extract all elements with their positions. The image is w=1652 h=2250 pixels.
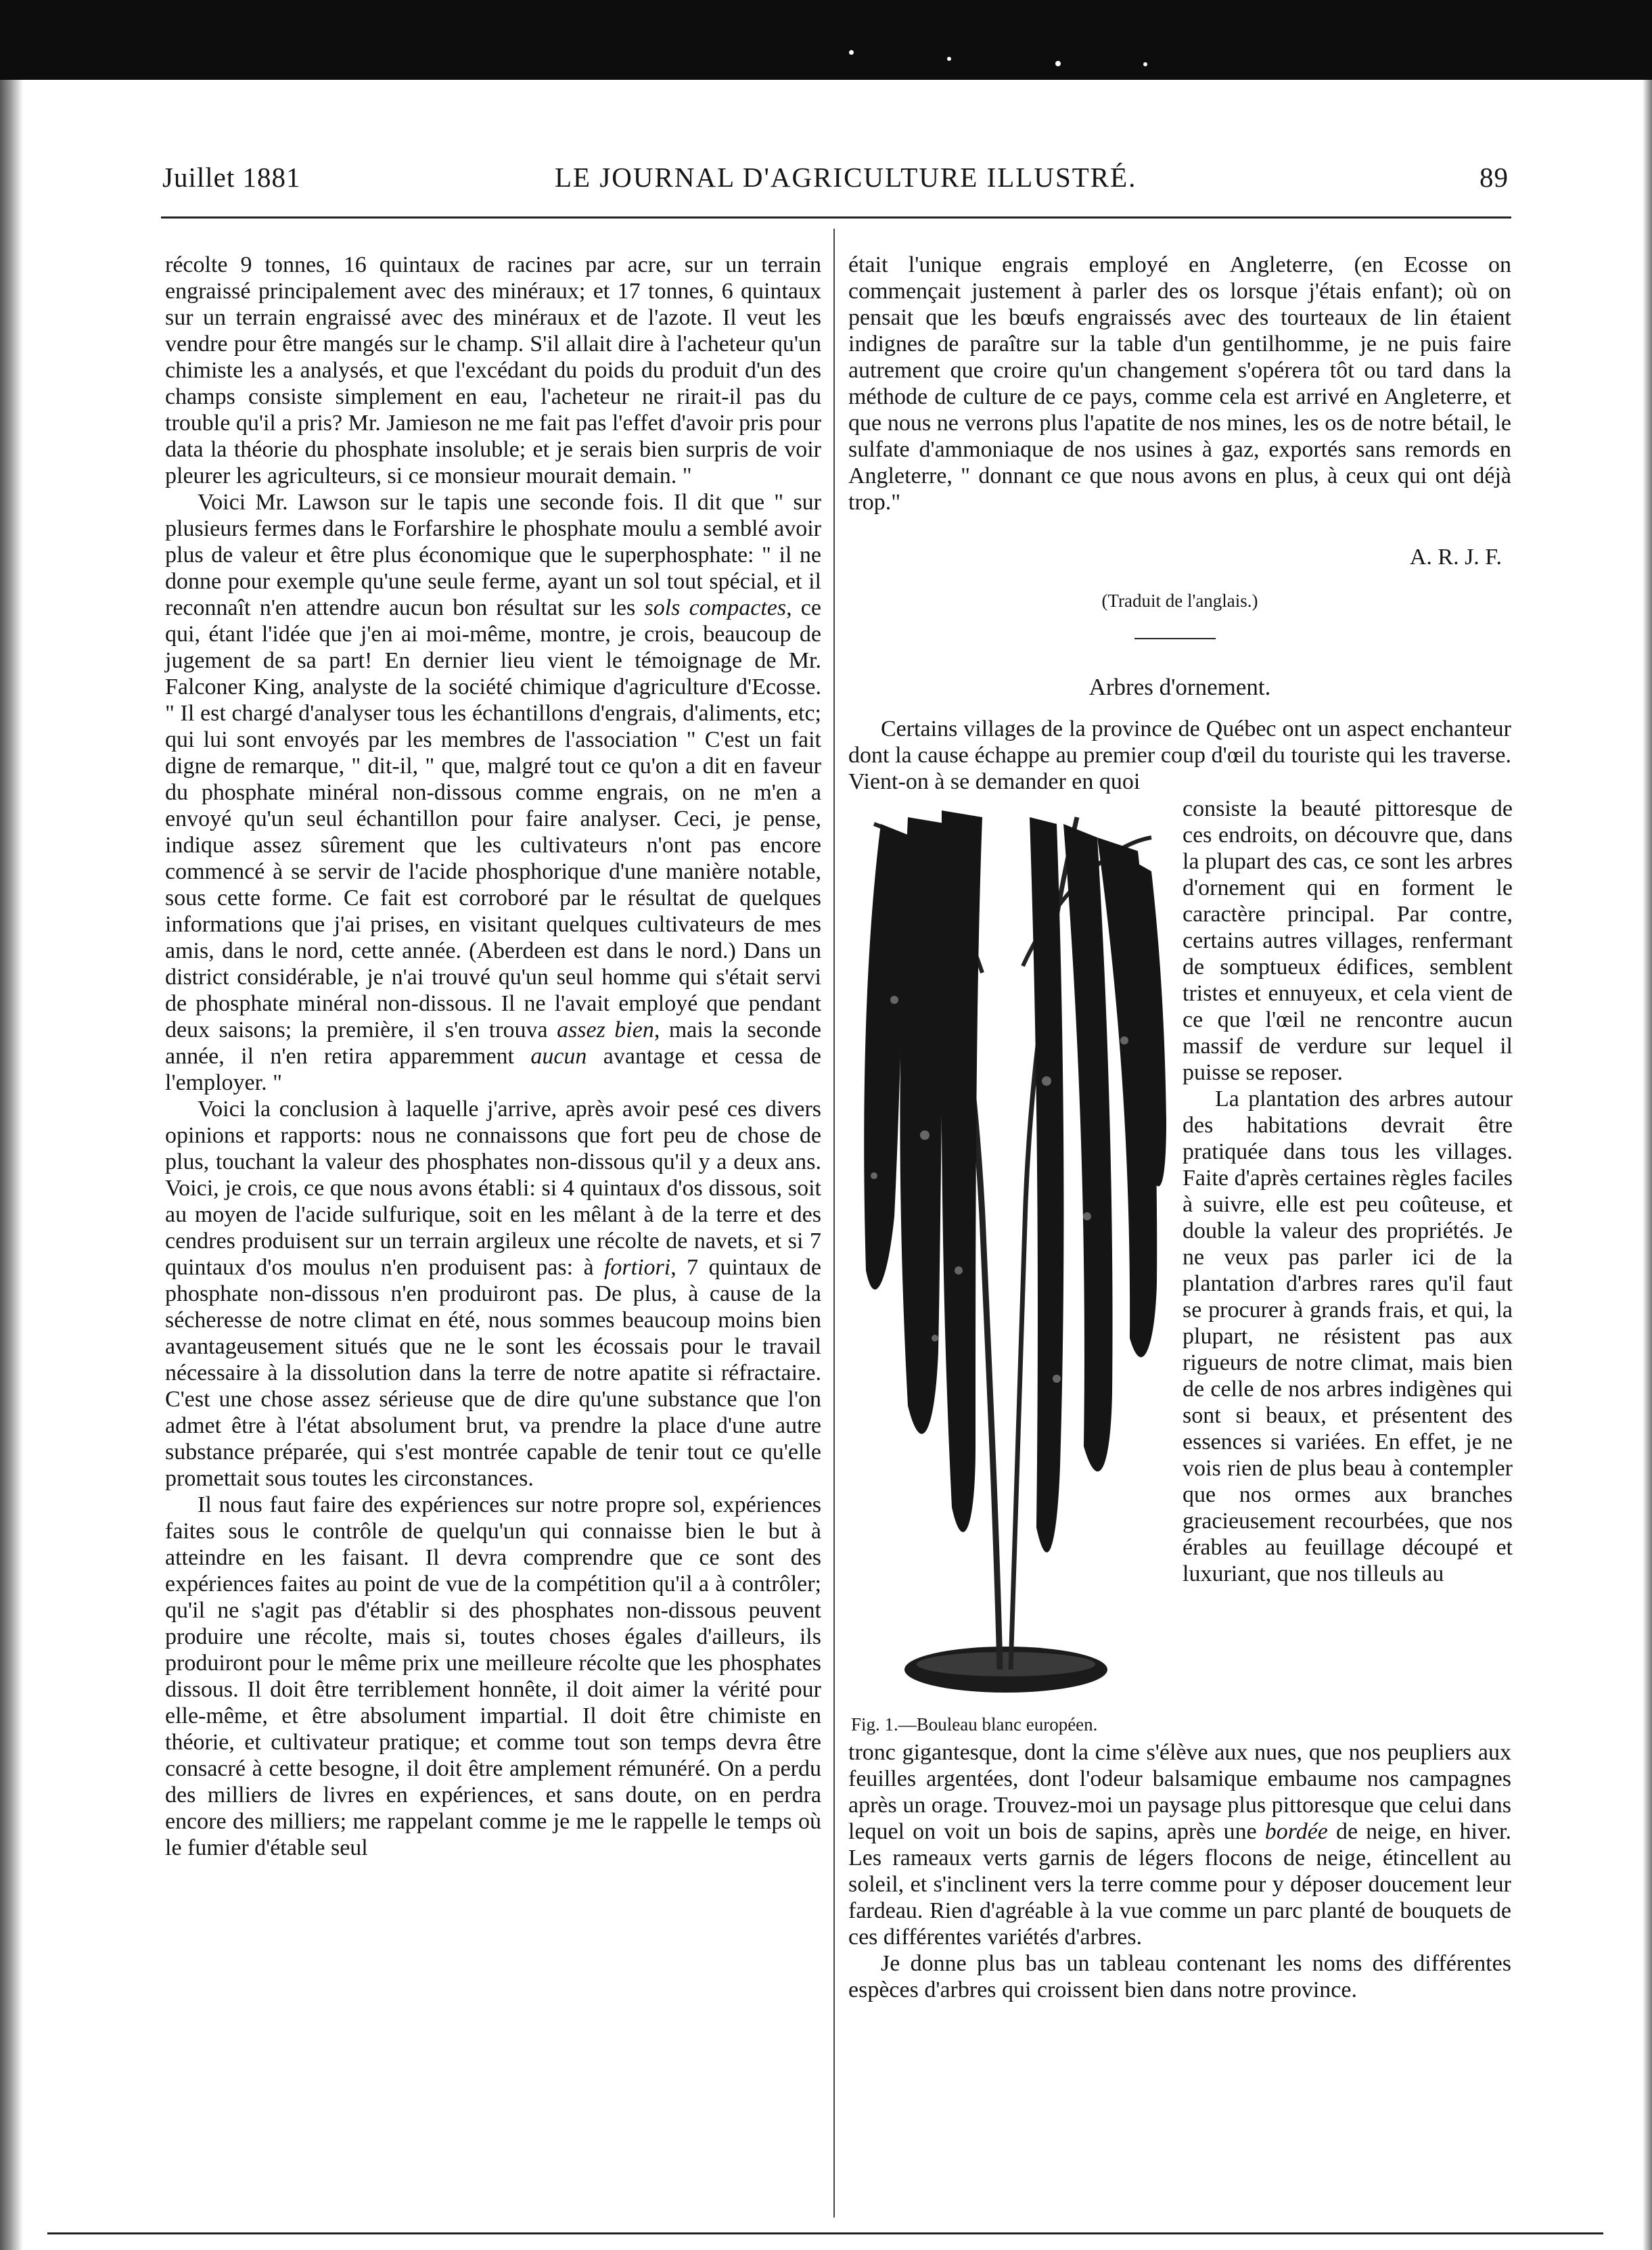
author-signature: A. R. J. F. xyxy=(1409,545,1502,570)
section-separator xyxy=(1134,638,1216,639)
translation-note: (Traduit de l'anglais.) xyxy=(1101,591,1258,611)
text-below-figure xyxy=(848,1739,1511,2003)
tree-engraving xyxy=(854,797,1166,1710)
scan-left-edge xyxy=(0,80,23,2250)
paragraph: tronc gigantesque, dont la cime s'élève aux nues, que nos peupliers aux feuilles argentées, dont l'odeur balsamique embaume nos campagnes après un orage. Trouvez-moi un paysage plus pittoresque que celui dans lequel on voit un bois de sapins, après une bordée de neige, en hiver. Les rameaux verts garnis de légers flocons de neige, étincellent au soleil, et s'inclinent vers la terre comme pour y déposer doucement leur fardeau. Rien d'agréable à la vue comme un parc planté de bouquets de ces différentes variétés d'arbres. xyxy=(848,1740,1512,1950)
page-number: 89 xyxy=(1479,162,1509,193)
bottom-rule xyxy=(47,2232,1603,2234)
scan-right-edge xyxy=(1643,80,1652,2250)
section-intro xyxy=(848,716,1511,795)
paragraph: était l'unique engrais employé en Angleterre, (en Ecosse on commençait justement à parler des os lorsque j'étais enfant); où on pensait que les bœufs engraissés avec des tourteaux de lin étaient indignes de paraître sur la table d'un gentilhomme, je ne puis faire autrement que croire qu'un changement s'opérera tôt ou tard dans la méthode de culture de ce pays, comme cela est arrivé en Angleterre, et que nous ne verrons plus l'apatite de nos mines, les os de notre bétail, le sulfate d'ammoniaque de nos usines à gaz, exportés sans remords en Angleterre, " donnant ce que nous avons en plus, à ceux qui ont déjà trop." xyxy=(848,252,1511,515)
figure-caption: Fig. 1.—Bouleau blanc européen. xyxy=(851,1714,1098,1735)
column-divider xyxy=(833,229,835,2218)
header-rule xyxy=(161,216,1511,219)
journal-title: LE JOURNAL D'AGRICULTURE ILLUSTRÉ. xyxy=(555,162,1137,193)
paragraph: Voici Mr. Lawson sur le tapis une seconde fois. Il dit que " sur plusieurs fermes dans le Forfarshire le phosphate moulu a semblé avoir plus de valeur et être plus économique que le superphosphate: " il ne donne pour exemple qu'une seule ferme, ayant un sol tout spécial, et il reconnaît n'en attendre aucun bon résultat sur les sols compactes, ce qui, étant l'idée que j'en ai moi-même, montre, je crois, beaucoup de jugement de sa part! En dernier lieu vient le témoignage de Mr. Falconer King, analyste de la société chimique d'agriculture d'Ecosse. " Il est chargé d'analyser tous les échantillons d'engrais, d'aliments, etc; qui lui sont envoyés par les membres de l'association " C'est un fait digne de remarque, " dit-il, " que, malgré tout ce qu'on a dit en faveur du phosphate minéral non-dissous comme engrais, on ne m'en a envoyé qu'un seul échantillon pour faire analyser. Ceci, je pense, indique assez sûrement que les cultivateurs n'ont pas encore commencé à se servir de l'acide phosphorique d'une manière notable, sous cette forme. Ce fait est corroboré par le résultat de quelques informations que j'ai prises, en visitant quelques cultivateurs de mes amis, dans le nord, cette année. (Aberdeen est dans le nord.) Dans un district considérable, je n'ai trouvé qu'un seul homme qui s'était servi de phosphate minéral non-dissous. Il ne l'avait employé que pendant deux saisons; la première, il s'en trouva assez bien, mais la seconde année, il n'en retira apparemment aucun avantage et cessa de l'employer. " xyxy=(165,490,822,1095)
paragraph: Je donne plus bas un tableau contenant les noms des différentes espèces d'arbres qui croissent bien dans notre province. xyxy=(848,1951,1511,2002)
section-title: Arbres d'ornement. xyxy=(1088,674,1271,700)
paragraph: Il nous faut faire des expériences sur notre propre sol, expériences faites sous le contrôle de quelqu'un qui connaisse bien le but à atteindre en les faisant. Il devra comprendre que ce sont des expériences faites au point de vue de la compétition qu'il a à contrôler; qu'il ne s'agit pas d'établir si des phosphates non-dissous peuvent produire une récolte, mais si, toutes choses égales d'ailleurs, ils produiront pour le même prix une meilleure récolte que les phosphates dissous. Il doit être terriblement honnête, il doit aimer la vérité pour elle-même, et être absolument impartial. Il doit être chimiste en théorie, et cultivateur pratique; et comme tout son temps devra être consacré à cette besogne, il doit être amplement rémunéré. On a perdu des milliers de livres en expériences, et sans doute, on en perdra encore des milliers; me rappelant comme je me le rappelle le temps où le fumier d'étable seul xyxy=(165,1492,821,1860)
scan-top-band xyxy=(0,0,1652,80)
paragraph: Certains villages de la province de Québec ont un aspect enchanteur dont la cause échappe au premier coup d'œil du touriste qui les traverse. Vient-on à se demander en quoi xyxy=(848,716,1511,794)
birch-tree-illustration xyxy=(854,797,1166,1710)
text-beside-figure xyxy=(1183,796,1513,1587)
paragraph: La plantation des arbres autour des habitations devrait être pratiquée dans tous les villages. Faite d'après certaines règles faciles à suivre, elle est peu coûteuse, et double la valeur des propriétés. Je ne veux pas parler ici de la plantation d'arbres rares qu'il faut se procurer à grands frais, et qui, la plupart, ne résistent pas aux rigueurs de notre climat, mais bien de celle de nos arbres indigènes qui sont si beaux, et présentent des essences si variées. En effet, je ne vois rien de plus beau à contempler que nos ormes aux branches gracieusement recourbées, que nos érables au feuillage découpé et luxuriant, que nos tilleuls au xyxy=(1183,1086,1513,1586)
paragraph: récolte 9 tonnes, 16 quintaux de racines par acre, sur un terrain engraissé principalement avec des minéraux; et 17 tonnes, 6 quintaux sur un terrain engraissé avec des minéraux et de l'azote. Il veut les vendre pour être mangés sur le champ. S'il allait dire à l'acheteur qu'un chimiste les a analysés, et que l'excédant du poids du produit d'un des champs consiste simplement en eau, l'acheteur ne rirait-il pas du trouble qu'il a pris? Mr. Jamieson ne me fait pas l'effet d'avoir pris pour data la théorie du phosphate insoluble; et je serais bien surpris de voir pleurer les agriculteurs, si ce monsieur mourait demain. " xyxy=(165,252,821,488)
paragraph: Voici la conclusion à laquelle j'arrive, après avoir pesé ces divers opinions et rapports: nous ne connaissons que fort peu de chose de plus, touchant la valeur des phosphates non-dissous qu'il y a deux ans. Voici, je crois, ce que nous avons établi: si 4 quintaux d'os dissous, soit au moyen de l'acide sulfurique, soit en les mêlant à de la terre et des cendres produisent sur un terrain argileux une récolte de navets, et si 7 quintaux d'os moulus n'en produisent pas: à fortiori, 7 quintaux de phosphate non-dissous n'en produiront pas. De plus, à cause de la sécheresse de notre climat en été, nous sommes beaucoup moins bien avantageusement situés que ne le sont les écossais pour le travail nécessaire à la dissolution dans la terre de notre apatite si réfractaire. C'est une chose assez sérieuse que de dire qu'une substance que l'on admet être à l'état absolument brut, va prendre la place d'une autre substance préparée, qui s'est montrée capable de tenir tout ce qu'elle promettait sous toutes les circonstances. xyxy=(165,1097,822,1491)
paragraph: consiste la beauté pittoresque de ces endroits, on découvre que, dans la plupart des cas, ce sont les arbres d'ornement qui en forment le caractère principal. Par contre, certains autres villages, renfermant de somptueux édifices, semblent tristes et ennuyeux, et cela vient de ce que l'œil ne rencontre aucun massif de verdure sur lequel il puisse se reposer. xyxy=(1183,796,1513,1085)
running-header xyxy=(162,161,1509,202)
right-column-top xyxy=(848,252,1511,515)
left-column xyxy=(165,252,821,1861)
header-date: Juillet 1881 xyxy=(162,162,301,193)
